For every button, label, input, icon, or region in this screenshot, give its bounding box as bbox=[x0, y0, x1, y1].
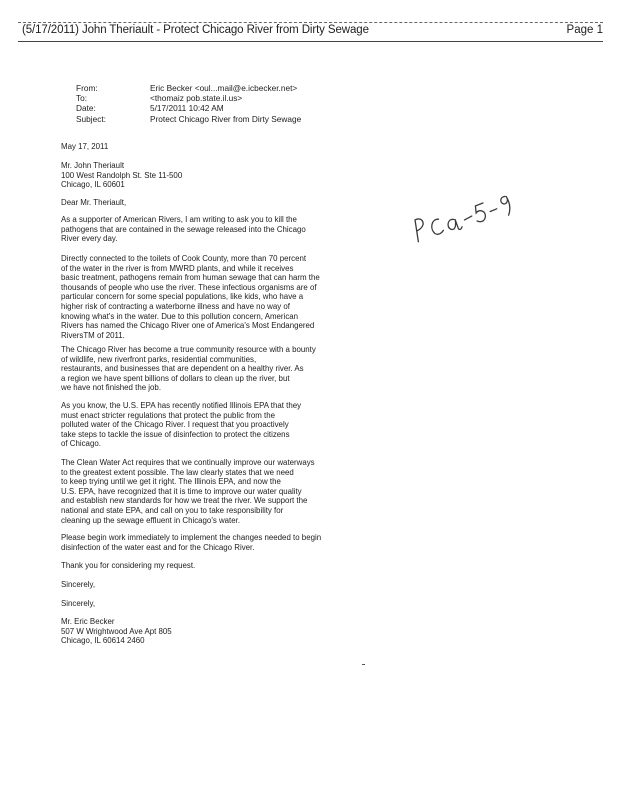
text-line: take steps to tackle the issue of disinfection to protect the citizens bbox=[61, 429, 290, 439]
text-line: pathogens that are contained in the sewage released into the Chicago bbox=[61, 224, 306, 234]
text-line: particular concern for some special populations, like kids, who have a bbox=[61, 292, 304, 302]
paragraph-6 bbox=[61, 533, 351, 552]
meta-from-value: Eric Becker <oul...mail@e.icbecker.net> bbox=[150, 83, 298, 93]
scan-speck bbox=[362, 664, 365, 665]
email-meta bbox=[76, 83, 301, 124]
meta-to-label: To: bbox=[76, 93, 88, 104]
text-line: of the water in the river is from MWRD plants, and while it receives bbox=[61, 263, 294, 273]
text-line: The Clean Water Act requires that we continually improve our waterways bbox=[61, 458, 315, 467]
text-line: to the greatest extent possible. The law clearly states that we need bbox=[61, 467, 294, 477]
signature-line: Mr. Eric Becker bbox=[61, 617, 115, 626]
text-line: national and state EPA, and call on you to take responsibility for bbox=[61, 505, 284, 515]
meta-subject-value: Protect Chicago River from Dirty Sewage bbox=[150, 113, 302, 124]
meta-from-label: From: bbox=[76, 83, 98, 93]
text-line: Directly connected to the toilets of Cook County, more than 70 percent bbox=[61, 254, 307, 263]
salutation: Dear Mr. Theriault, bbox=[61, 198, 127, 207]
text-line: The Chicago River has become a true community resource with a bounty bbox=[61, 345, 316, 354]
meta-date-label: Date: bbox=[76, 103, 96, 114]
text-line: knowing what's in the water. Due to this pollution concern, American bbox=[61, 311, 299, 321]
text-line: As a supporter of American Rivers, I am writing to ask you to kill the bbox=[61, 215, 297, 224]
paragraph-5 bbox=[61, 458, 351, 525]
meta-to-value: <thomaiz pob.state.il.us> bbox=[150, 93, 243, 104]
meta-to bbox=[76, 93, 301, 103]
text-line: cleaning up the sewage effluent in Chicago's water. bbox=[61, 515, 241, 525]
text-line: we have not finished the job. bbox=[61, 383, 162, 393]
signature-block bbox=[61, 617, 351, 646]
paragraph-1 bbox=[61, 215, 351, 244]
text-line: U.S. EPA, have recognized that it is time to improve our water quality bbox=[61, 486, 302, 496]
meta-subject bbox=[76, 114, 301, 124]
address-line: Mr. John Theriault bbox=[61, 161, 125, 170]
text-line: polluted water of the Chicago River. I request that you proactively bbox=[61, 420, 289, 430]
meta-date-value: 5/17/2011 10:42 AM bbox=[150, 103, 224, 114]
thanks-line: Thank you for considering my request. bbox=[61, 561, 196, 570]
text-line: and establish new standards for how we treat the river. We support the bbox=[61, 496, 308, 506]
text-line: must enact stricter regulations that protect the public from the bbox=[61, 410, 276, 420]
text-line: basic treatment, pathogens remain from human sewage that can harm the bbox=[61, 273, 320, 283]
signature-line: 507 W Wrightwood Ave Apt 805 bbox=[61, 626, 172, 636]
recipient-address bbox=[61, 161, 351, 190]
text-line: River every day. bbox=[61, 234, 118, 244]
address-line: Chicago, IL 60601 bbox=[61, 180, 125, 190]
meta-subject-label: Subject: bbox=[76, 113, 106, 124]
meta-date bbox=[76, 103, 301, 113]
text-line: a region we have spent billions of dollars to clean up the river, but bbox=[61, 373, 290, 383]
text-line: thousands of people who use the river. These infectious organisms are of bbox=[61, 282, 317, 292]
text-line: to keep trying until we get it right. The Illinois EPA, and now the bbox=[61, 477, 281, 487]
text-line: As you know, the U.S. EPA has recently notified Illinois EPA that they bbox=[61, 401, 302, 410]
text-line: Rivers has named the Chicago River one of America's Most Endangered bbox=[61, 321, 315, 331]
paragraph-3 bbox=[61, 345, 351, 393]
address-line: 100 West Randolph St. Ste 11-500 bbox=[61, 170, 183, 180]
closing-line: Sincerely, bbox=[61, 580, 96, 589]
text-line: of Chicago. bbox=[61, 439, 101, 449]
header-title: (5/17/2011) John Theriault - Protect Chicago River from Dirty Sewage bbox=[22, 24, 369, 36]
text-line: restaurants, and businesses that are dependent on a healthy river. As bbox=[61, 364, 304, 374]
text-line: of wildlife, new riverfront parks, residential communities, bbox=[61, 354, 257, 364]
text-line: RiversTM of 2011. bbox=[61, 330, 125, 340]
text-line: Please begin work immediately to implement the changes needed to begin bbox=[61, 533, 322, 542]
letter-date: May 17, 2011 bbox=[61, 142, 109, 151]
text-line: higher risk of contracting a waterborne illness and have no way of bbox=[61, 301, 290, 311]
header-page-number: Page 1 bbox=[566, 24, 603, 36]
meta-from bbox=[76, 83, 301, 93]
closing-line: Sincerely, bbox=[61, 599, 96, 608]
handwritten-stamp bbox=[405, 185, 523, 251]
paragraph-2 bbox=[61, 254, 351, 340]
paragraph-4 bbox=[61, 401, 351, 449]
text-line: disinfection of the water east and for the Chicago River. bbox=[61, 542, 255, 552]
signature-line: Chicago, IL 60614 2460 bbox=[61, 636, 145, 646]
